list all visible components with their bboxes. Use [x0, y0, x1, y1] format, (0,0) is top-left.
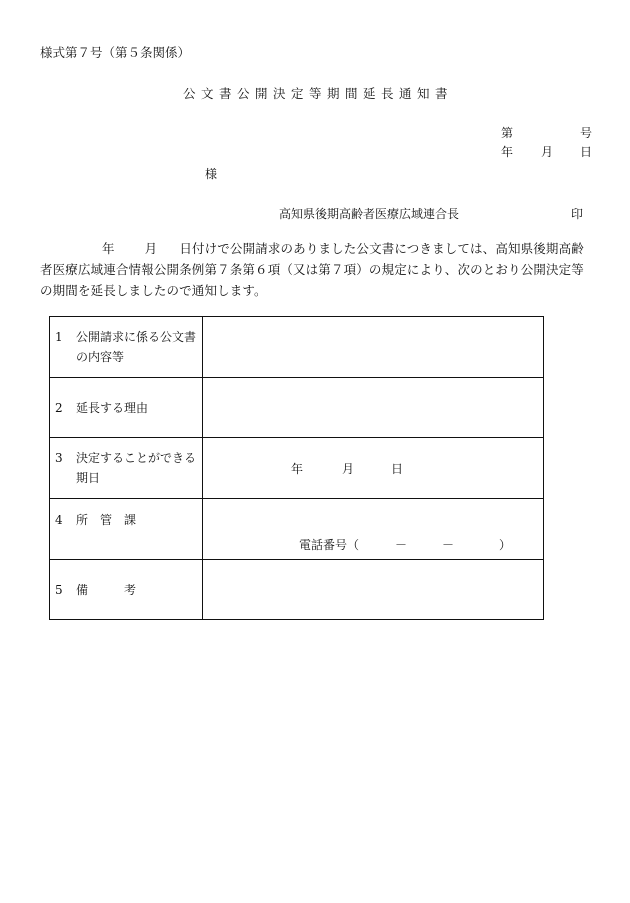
document-title: 公文書公開決定等期間延長通知書 — [182, 86, 453, 101]
phone-dash-2: － — [442, 538, 455, 552]
deadline-day: 日 — [391, 462, 404, 476]
extension-reason-field[interactable] — [203, 378, 544, 438]
table-row — [50, 499, 544, 560]
date-month: 月 — [541, 145, 554, 159]
row-label: 決定することができる期日 — [76, 451, 197, 485]
body-year: 年 — [102, 241, 115, 256]
table-row — [50, 560, 544, 620]
details-table — [49, 316, 544, 620]
department-field[interactable] — [203, 499, 544, 560]
row-number: 2 — [55, 400, 63, 415]
deadline-year: 年 — [291, 462, 304, 476]
date-day: 日 — [580, 145, 593, 159]
row-label: 延長する理由 — [76, 400, 149, 415]
row-label: 備 考 — [76, 582, 137, 597]
row-number: 5 — [55, 582, 63, 597]
row-number: 4 — [55, 513, 63, 527]
ref-dai: 第 — [501, 126, 514, 140]
ref-go: 号 — [580, 126, 593, 140]
row-label-cell — [50, 317, 203, 378]
row-label-cell — [50, 560, 203, 620]
row-label-cell — [50, 499, 203, 560]
row-label-cell — [50, 438, 203, 499]
body-text: 日付けで公開請求のありました公文書につきましては、高知県後期高齢者医療広域連合情報公開条例第７条第６項（又は第７項）の規定により、次のとおり公開決定等の期間を延長しましたので通知します。 — [40, 241, 584, 298]
notice-body — [40, 238, 592, 301]
row-label-cell — [50, 378, 203, 438]
table-row — [50, 378, 544, 438]
row-label: 所 管 課 — [76, 513, 137, 527]
deadline-date-field[interactable] — [203, 438, 544, 499]
phone-label: 電話番号（ — [299, 538, 360, 552]
seal-mark: 印 — [571, 207, 584, 221]
deadline-month: 月 — [342, 462, 355, 476]
row-number: 1 — [55, 330, 63, 344]
issuer-name: 高知県後期高齢者医療広域連合長 — [279, 207, 460, 221]
document-content-field[interactable] — [203, 317, 544, 378]
table-row — [50, 438, 544, 499]
row-number: 3 — [55, 451, 63, 465]
phone-dash-1: － — [395, 538, 408, 552]
phone-close: ） — [499, 538, 512, 552]
form-number: 様式第７号（第５条関係） — [40, 45, 191, 60]
remarks-field[interactable] — [203, 560, 544, 620]
addressee-suffix: 様 — [205, 167, 218, 181]
row-label: 公開請求に係る公文書の内容等 — [76, 330, 197, 364]
date-year: 年 — [501, 145, 514, 159]
table-row — [50, 317, 544, 378]
body-month: 月 — [144, 241, 158, 256]
